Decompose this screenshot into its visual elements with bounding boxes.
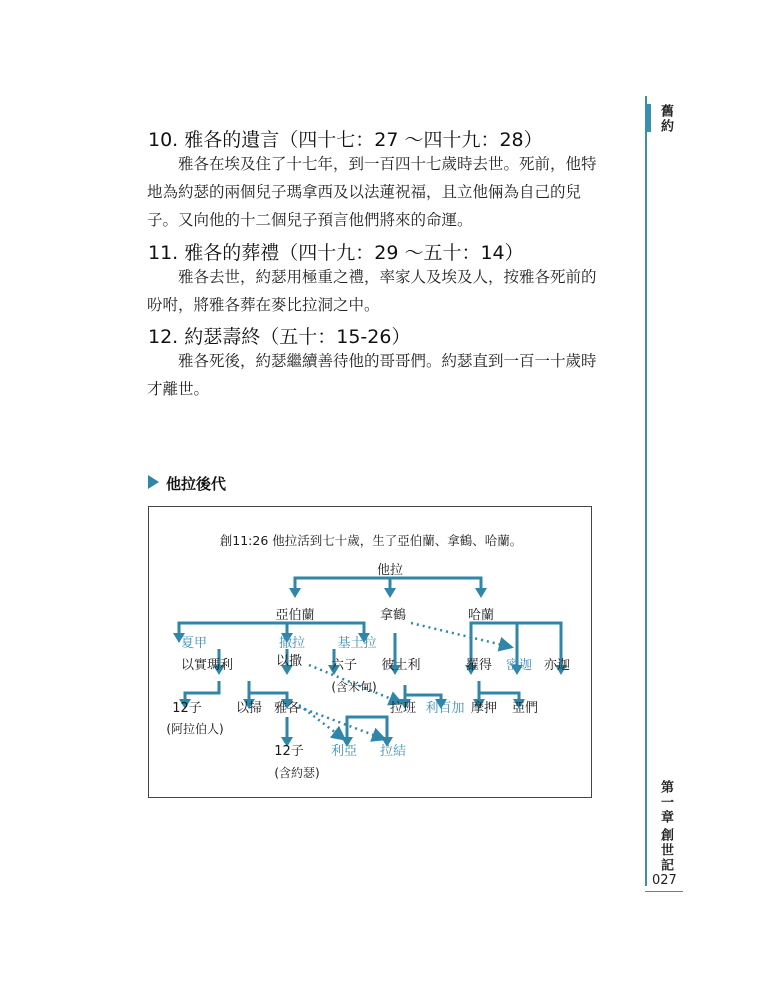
sidebar-rule [645,96,647,886]
page-number-rule [645,891,683,892]
node-isaac: 以撒 [275,654,303,669]
node-milcah: 密迦 [505,658,533,673]
family-tree-svg [149,507,593,799]
section-12-line-1: 雅各死後，約瑟繼續善待他的哥哥們。約瑟直到一百一十歲時 [178,352,597,370]
node-hagar: 夏甲 [180,636,208,651]
node-jacob: 雅各 [273,701,301,716]
node-haran: 哈蘭 [467,608,495,623]
section-10-line-2: 地為約瑟的兩個兒子瑪拿西及以法蓮祝福，且立他倆為自己的兒 [147,183,582,201]
section-11-line-2: 吩咐，將雅各葬在麥比拉洞之中。 [147,296,380,314]
section-10-line-3: 子。又向他的十二個兒子預言他們將來的命運。 [147,211,473,229]
edge-abram-wives [179,623,364,633]
node-leah: 利亞 [330,744,358,759]
section-11-line-1: 雅各去世，約瑟用極重之禮，率家人及埃及人，按雅各死前的 [178,268,597,286]
section-12-body [147,347,605,403]
node-laban: 拉班 [389,701,417,716]
node-six-sons-note: (含米甸) [331,680,377,694]
node-rachel: 拉結 [379,744,407,759]
section-10-body [147,150,605,234]
node-moab: 摩押 [470,701,498,716]
node-nahor: 拿鶴 [379,608,407,623]
subheading: 他拉後代 [166,475,227,493]
sidebar-testament: 舊約 [658,104,673,134]
node-abram: 亞伯蘭 [275,608,315,623]
section-title-12: 12. 約瑟壽終（五十：15-26） [148,326,411,348]
node-bethuel: 彼土利 [381,658,421,673]
node-twelve-sons-a-note: (阿拉伯人) [166,722,224,736]
node-six-sons: 六子 [330,658,358,673]
node-twelve-sons-a: 12子 [172,701,202,716]
sidebar-chapter: 第一章 [658,780,673,825]
node-twelve-sons-b: 12子 [274,744,304,759]
node-lot: 羅得 [465,658,493,673]
page-number: 027 [652,873,677,888]
section-11-body [147,263,605,319]
sidebar-accent-bar [645,104,651,132]
node-ammon: 亞們 [511,701,539,716]
node-esau: 以掃 [235,701,263,716]
section-title-11: 11. 雅各的葬禮（四十九：29 ～五十：14） [148,242,524,264]
section-title-10: 10. 雅各的遺言（四十七：27 ～四十九：28） [148,129,543,151]
node-twelve-sons-b-note: (含約瑟) [274,766,320,780]
section-10-line-1: 雅各在埃及住了十七年，到一百四十七歲時去世。死前，他特 [178,155,597,173]
node-iscah: 亦迦 [543,658,571,673]
triangle-marker-icon [148,475,159,489]
node-rebekah: 利百加 [425,701,465,716]
family-tree-diagram [148,506,592,798]
node-ishmael: 以實瑪利 [180,658,234,673]
section-12-line-2: 才離世。 [147,380,210,398]
edge-terah-sons [295,578,481,588]
tree-caption: 創11:26 他拉活到七十歲，生了亞伯蘭、拿鶴、哈蘭。 [219,533,523,548]
node-terah: 他拉 [376,563,404,578]
node-keturah: 撒拉 [278,636,306,651]
sidebar-book: 創世記 [658,828,673,873]
node-sarah: 基土拉 [337,636,377,651]
edge-isaac-sons [249,681,287,703]
